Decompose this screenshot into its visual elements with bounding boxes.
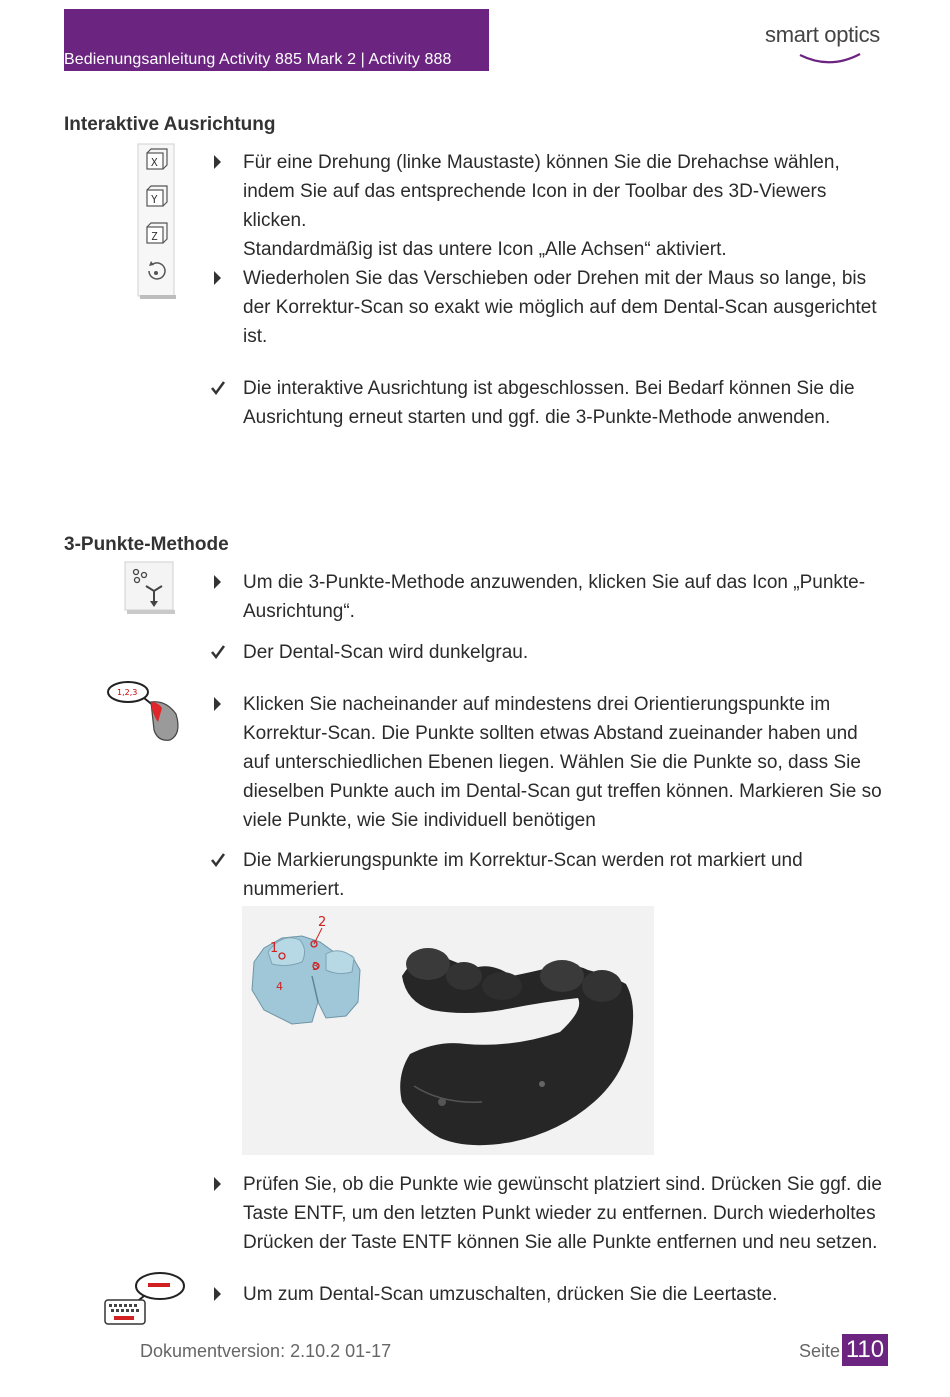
- scan-screenshot: [242, 906, 654, 1155]
- step-text: Taste ENTF, um den letzten Punkt wieder zu entfernen. Durch wiederholtes: [243, 1203, 876, 1224]
- result-text: Der Dental-Scan wird dunkelgrau.: [243, 642, 529, 663]
- arrow-bullet-icon: [210, 694, 224, 714]
- step-text: klicken.: [243, 210, 307, 231]
- step-text: viele Punkte, wie Sie individuell benötigen: [243, 810, 596, 831]
- step-text: indem Sie auf das entsprechende Icon in der Toolbar des 3D-Viewers: [243, 181, 827, 202]
- mouse-click-icon: [106, 678, 184, 742]
- step-text: Um die 3-Punkte-Methode anzuwenden, klicken Sie auf das Icon „Punkte-: [243, 572, 866, 593]
- step-text: Ausrichtung“.: [243, 601, 355, 622]
- result-text: nummeriert.: [243, 879, 345, 900]
- step-text: Um zum Dental-Scan umzuschalten, drücken Sie die Leertaste.: [243, 1284, 778, 1305]
- step-text: Standardmäßig ist das untere Icon „Alle Achsen“ aktiviert.: [243, 239, 727, 260]
- arrow-bullet-icon: [210, 268, 224, 288]
- arrow-bullet-icon: [210, 1174, 224, 1194]
- arrow-bullet-icon: [210, 1284, 224, 1304]
- step-text: Wiederholen Sie das Verschieben oder Drehen mit der Maus so lange, bis: [243, 268, 867, 289]
- axis-toolbar-graphic: [137, 143, 177, 301]
- dental-scan-model: [400, 948, 633, 1145]
- step-text: ist.: [243, 326, 268, 347]
- logo-text: smart optics: [765, 22, 880, 47]
- section-heading-interactive-alignment: Interaktive Ausrichtung: [64, 114, 276, 135]
- step-text: dieselben Punkte auch im Dental-Scan gut treffen können. Markieren Sie so: [243, 781, 882, 802]
- arrow-bullet-icon: [210, 572, 224, 592]
- point-alignment-icon[interactable]: [124, 561, 176, 614]
- page-number: 110: [842, 1334, 888, 1366]
- scan-screenshot-graphic: [242, 906, 654, 1155]
- document-title: Bedienungsanleitung Activity 885 Mark 2 | Activity 888: [64, 51, 452, 68]
- step-text: der Korrektur-Scan so exakt wie möglich auf dem Dental-Scan ausgerichtet: [243, 297, 877, 318]
- y-axis-label: Y: [151, 193, 158, 206]
- point-alignment-graphic: [124, 561, 178, 617]
- arrow-bullet-icon: [210, 152, 224, 172]
- header-bar: [64, 9, 489, 71]
- document-version: Dokumentversion: 2.10.2 01-17: [140, 1341, 392, 1361]
- scan-point-label: 4: [276, 980, 283, 993]
- scan-point-label: 1: [270, 941, 279, 956]
- result-text: Ausrichtung erneut starten und ggf. die 3-Punkte-Methode anwenden.: [243, 407, 831, 428]
- step-text: Korrektur-Scan. Die Punkte sollten etwas Abstand zueinander haben und: [243, 723, 858, 744]
- axis-toolbar: [137, 143, 175, 298]
- z-axis-label: Z: [151, 230, 158, 243]
- scan-point-label: 3: [312, 960, 319, 973]
- step-text: Prüfen Sie, ob die Punkte wie gewünscht platziert sind. Drücken Sie ggf. die: [243, 1174, 882, 1195]
- x-axis-label: X: [151, 156, 158, 169]
- keyboard-key-graphic: [102, 1270, 188, 1328]
- result-text: Die Markierungspunkte im Korrektur-Scan werden rot markiert und: [243, 850, 803, 871]
- correction-scan-model: [252, 915, 360, 1024]
- section-heading-3-point-method: 3-Punkte-Methode: [64, 534, 229, 555]
- keyboard-key-icon: [102, 1270, 186, 1326]
- checkmark-icon: [210, 642, 226, 662]
- step-text: Klicken Sie nacheinander auf mindestens drei Orientierungspunkte im: [243, 694, 831, 715]
- checkmark-icon: [210, 850, 226, 870]
- step-text: auf unterschiedlichen Ebenen liegen. Wählen Sie die Punkte so, dass Sie: [243, 752, 861, 773]
- mouse-icon-label: 1,2,3: [117, 688, 138, 697]
- step-text: Für eine Drehung (linke Maustaste) können Sie die Drehachse wählen,: [243, 152, 840, 173]
- smart-optics-logo: [760, 18, 890, 68]
- mouse-click-graphic: [106, 678, 186, 744]
- logo-swoosh-icon: [760, 18, 890, 68]
- checkmark-icon: [210, 378, 226, 398]
- step-text: Drücken der Taste ENTF können Sie alle Punkte entfernen und neu setzen.: [243, 1232, 878, 1253]
- result-text: Die interaktive Ausrichtung ist abgeschlossen. Bei Bedarf können Sie die: [243, 378, 855, 399]
- scan-point-label: 2: [318, 915, 327, 930]
- page-label: Seite: [799, 1341, 841, 1361]
